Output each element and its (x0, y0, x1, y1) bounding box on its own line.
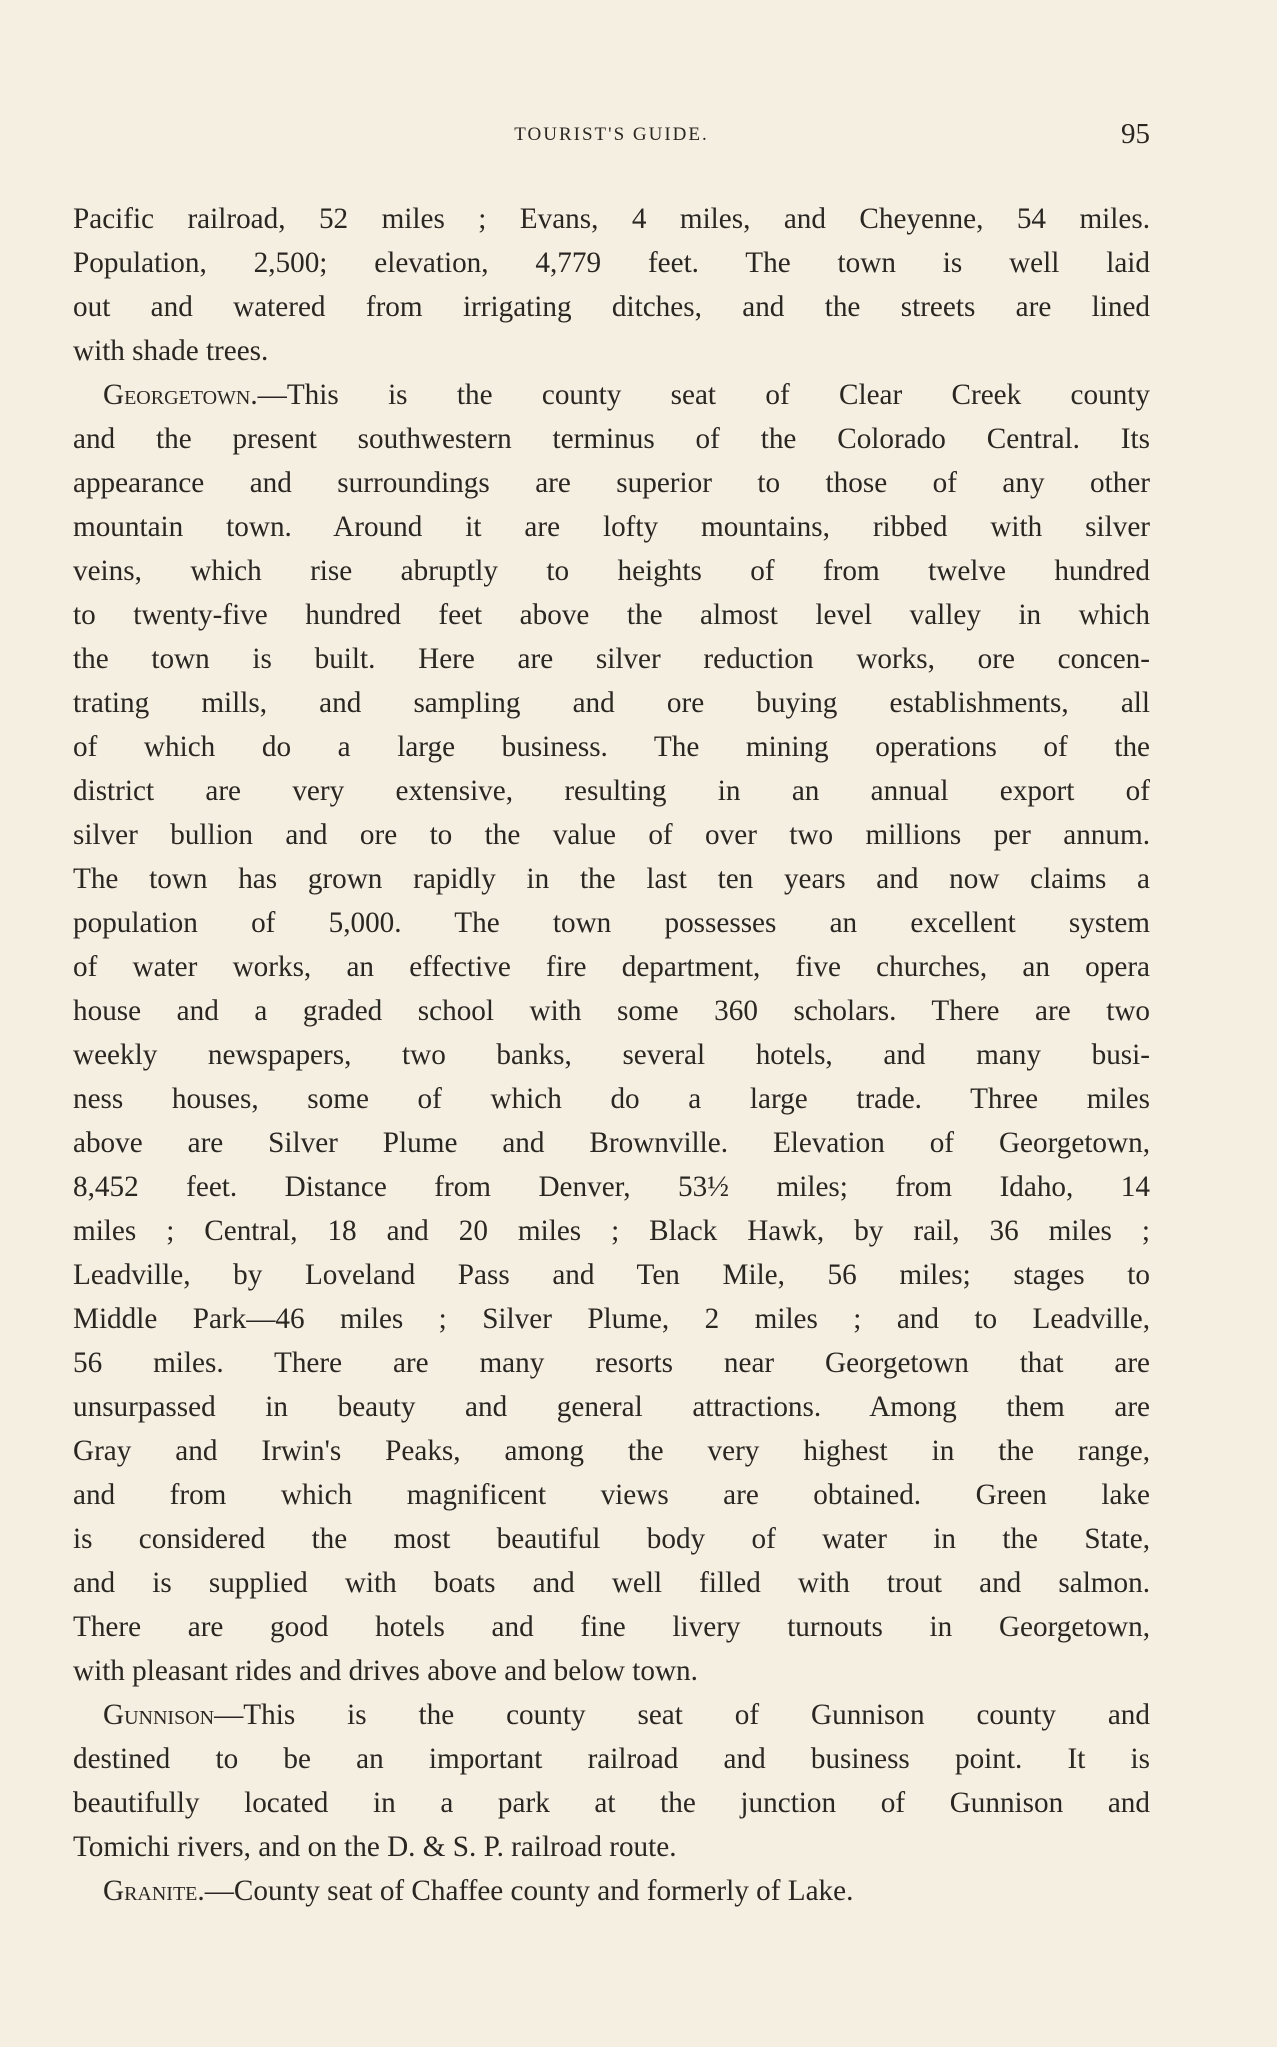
entry-heading-georgetown: Georgetown. (103, 379, 258, 411)
entry-heading-gunnison: Gunnison (103, 1699, 215, 1731)
text-line: Leadville, by Loveland Pass and Ten Mile, 56 miles; stages to (73, 1259, 1150, 1291)
text-line: trating mills, and sampling and ore buying establishments, all (73, 687, 1150, 719)
text-line: above are Silver Plume and Brownville. Elevation of Georgetown, (73, 1127, 1150, 1159)
text-line: population of 5,000. The town possesses an excellent system (73, 907, 1150, 939)
text-line: silver bullion and ore to the value of over two millions per annum. (73, 819, 1150, 851)
text-line: the town is built. Here are silver reduction works, ore concen- (73, 643, 1150, 675)
text-line: There are good hotels and fine livery turnouts in Georgetown, (73, 1611, 1150, 1643)
text-line: 8,452 feet. Distance from Denver, 53½ miles; from Idaho, 14 (73, 1171, 1150, 1203)
text-line: beautifully located in a park at the junction of Gunnison and (73, 1787, 1150, 1819)
text-line: unsurpassed in beauty and general attractions. Among them are (73, 1391, 1150, 1423)
text-line: ness houses, some of which do a large trade. Three miles (73, 1083, 1150, 1115)
text-line: Population, 2,500; elevation, 4,779 feet. The town is well laid (73, 247, 1150, 279)
text-line: and is supplied with boats and well filled with trout and salmon. (73, 1567, 1150, 1599)
text-line-remainder: —County seat of Chaffee county and formerly of Lake. (204, 1875, 854, 1907)
text-line: and from which magnificent views are obtained. Green lake (73, 1479, 1150, 1511)
text-line-remainder: —This is the county seat of Gunnison county and (214, 1699, 1150, 1731)
text-line: appearance and surroundings are superior to those of any other (73, 467, 1150, 499)
text-line: district are very extensive, resulting in an annual export of (73, 775, 1150, 807)
text-line: veins, which rise abruptly to heights of from twelve hundred (73, 555, 1150, 587)
text-line: miles ; Central, 18 and 20 miles ; Black Hawk, by rail, 36 miles ; (73, 1215, 1150, 1247)
entry-heading-granite: Granite. (103, 1875, 205, 1907)
text-line: destined to be an important railroad and business point. It is (73, 1743, 1150, 1775)
text-line: 56 miles. There are many resorts near Georgetown that are (73, 1347, 1150, 1379)
running-head: TOURIST'S GUIDE. (514, 124, 709, 145)
text-line (73, 1693, 1150, 1737)
text-line: Tomichi rivers, and on the D. & S. P. railroad route. (73, 1831, 677, 1863)
page-number: 95 (1121, 118, 1150, 150)
text-line (73, 373, 1150, 417)
text-line: mountain town. Around it are lofty mountains, ribbed with silver (73, 511, 1150, 543)
text-line-remainder: —This is the county seat of Clear Creek county (257, 379, 1150, 411)
text-line: with pleasant rides and drives above and below town. (73, 1655, 698, 1687)
text-line: Pacific railroad, 52 miles ; Evans, 4 miles, and Cheyenne, 54 miles. (73, 203, 1150, 235)
paragraph-continuation (73, 197, 1150, 373)
text-line: and the present southwestern terminus of the Colorado Central. Its (73, 423, 1150, 455)
text-line: Gray and Irwin's Peaks, among the very highest in the range, (73, 1435, 1150, 1467)
text-line: to twenty-five hundred feet above the almost level valley in which (73, 599, 1150, 631)
paragraph-gunnison (73, 1693, 1150, 1869)
text-line: of which do a large business. The mining operations of the (73, 731, 1150, 763)
paragraph-granite (73, 1869, 1150, 1913)
text-line: Middle Park—46 miles ; Silver Plume, 2 miles ; and to Leadville, (73, 1303, 1150, 1335)
text-line (73, 1869, 1150, 1913)
body-text (73, 197, 1150, 1913)
text-line: The town has grown rapidly in the last ten years and now claims a (73, 863, 1150, 895)
text-line: house and a graded school with some 360 scholars. There are two (73, 995, 1150, 1027)
text-line: is considered the most beautiful body of water in the State, (73, 1523, 1150, 1555)
paragraph-georgetown (73, 373, 1150, 1693)
text-line: of water works, an effective fire department, five churches, an opera (73, 951, 1150, 983)
text-line: out and watered from irrigating ditches, and the streets are lined (73, 291, 1150, 323)
text-line: weekly newspapers, two banks, several hotels, and many busi- (73, 1039, 1150, 1071)
page-header (73, 118, 1150, 162)
text-line: with shade trees. (73, 335, 269, 367)
